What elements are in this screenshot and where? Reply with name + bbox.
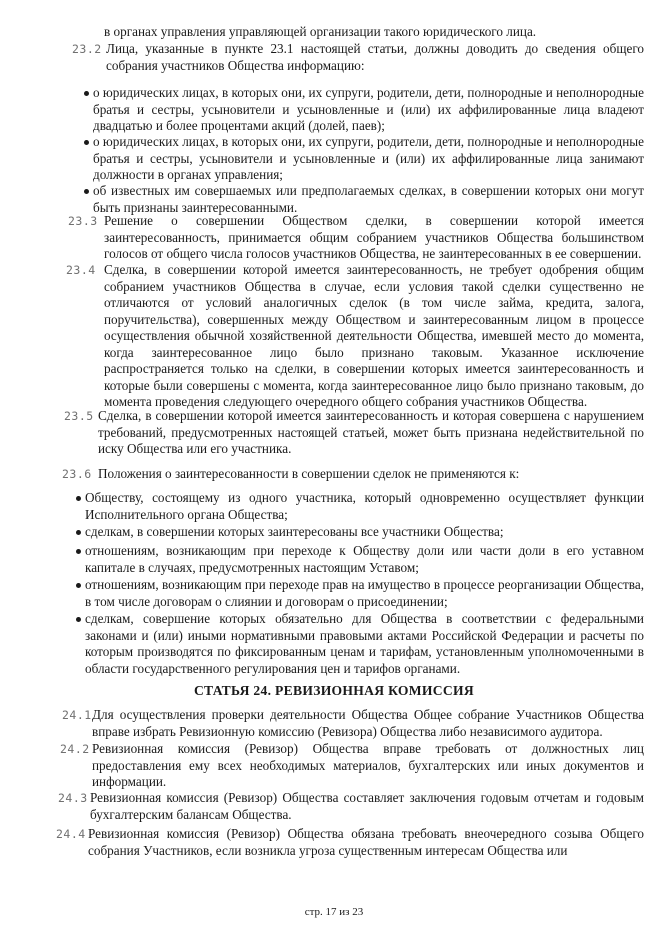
- list-item: о юридических лицах, в которых они, их супруги, родители, дети, полнородные и неполнородные братья и сестры, усыновители и усыновленные и (или) их аффилированные лица владеют двадцатью и более процентами акций (долей, паев);: [93, 85, 644, 133]
- clause-number: 23.6: [62, 467, 92, 481]
- bullet-icon: [76, 530, 81, 535]
- clause-number: 23.4: [66, 263, 96, 277]
- list-item: отношениям, возникающим при переходе прав на имущество в процессе реорганизации Общества, в том числе договорам о слиянии и договорам о присоединении;: [85, 577, 644, 609]
- bullet-icon: [76, 496, 81, 501]
- bullet-icon: [76, 617, 81, 622]
- clause-number: 24.1: [62, 708, 92, 722]
- bullet-icon: [76, 583, 81, 588]
- bullet-icon: [84, 91, 89, 96]
- paragraph-23-2: Лица, указанные в пункте 23.1 настоящей статьи, должны доводить до сведения общего собрания участников Общества информацию:: [106, 41, 644, 73]
- list-item: о юридических лицах, в которых они, их супруги, родители, дети, полнородные и неполнородные братья и сестры, усыновители и усыновленные и (или) их аффилированные лица занимают должности в органах управления;: [93, 134, 644, 182]
- paragraph-24-4: Ревизионная комиссия (Ревизор) Общества обязана требовать внеочередного созыва Общего собрания Участников, если возникла угроза существенным интересам Общества или: [88, 826, 644, 858]
- list-item: отношениям, возникающим при переходе к Обществу доли или части доли в его уставном капитале в случаях, предусмотренных настоящим Уставом;: [85, 543, 644, 575]
- list-item: об известных им совершаемых или предполагаемых сделках, в совершении которых они могут быть признаны заинтересованными.: [93, 183, 644, 215]
- paragraph-23-4: Сделка, в совершении которой имеется заинтересованность, не требует одобрения общим собранием участников Общества в случае, если условия такой сделки существенно не отличаются от условий аналогичных сделок (в том числе займа, кредита, залога, поручительства), совершенных между Обществом и заинтересованным лицом в процессе осуществления обычной хозяйственной деятельности Общества, имевшей место до момента, когда заинтересованное лицо было признано таковым. Указанное исключение распространяется только на сделки, в совершении которых имеется заинтересованность и которые были совершены с момента, когда заинтересованное лицо было признано таковым, до момента проведения следующего очередного общего собрания участников Общества.: [104, 262, 644, 409]
- paragraph-23-6: Положения о заинтересованности в совершении сделок не применяются к:: [98, 466, 520, 481]
- clause-number: 23.5: [64, 409, 94, 423]
- page-number: стр. 17 из 23: [304, 906, 364, 918]
- paragraph-23-3: Решение о совершении Обществом сделки, в совершении которой имеется заинтересованность, принимается общим собранием участников Общества большинством голосов от общего числа голосов участников Общества, не заинтересованных в ее совершении.: [104, 213, 644, 261]
- paragraph-23-5: Сделка, в совершении которой имеется заинтересованность и которая совершена с нарушением требований, предусмотренных настоящей статьей, может быть признана недействительной по иску Общества или его участника.: [98, 408, 644, 456]
- section-heading: СТАТЬЯ 24. РЕВИЗИОННАЯ КОМИССИЯ: [193, 683, 475, 698]
- clause-number: 24.3: [58, 791, 88, 805]
- bullet-icon: [84, 140, 89, 145]
- paragraph-24-1: Для осуществления проверки деятельности Общества Общее собрание Участников Общества вправе избрать Ревизионную комиссию (Ревизора) Общества либо независимого аудитора.: [92, 707, 644, 739]
- clause-number: 23.2: [72, 42, 102, 56]
- clause-number: 24.4: [56, 827, 86, 841]
- paragraph-24-3: Ревизионная комиссия (Ревизор) Общества составляет заключения годовым отчетам и годовым бухгалтерским балансам Общества.: [90, 790, 644, 822]
- bullet-icon: [84, 189, 89, 194]
- bullet-icon: [76, 549, 81, 554]
- list-item: Обществу, состоящему из одного участника, который одновременно осуществляет функции Исполнительного органа Общества;: [85, 490, 644, 522]
- paragraph-intro: в органах управления управляющей организации такого юридического лица.: [104, 24, 537, 39]
- clause-number: 23.3: [68, 214, 98, 228]
- clause-number: 24.2: [60, 742, 90, 756]
- list-item: сделкам, в совершении которых заинтересованы все участники Общества;: [85, 524, 504, 539]
- list-item: сделкам, совершение которых обязательно для Общества в соответствии с федеральными законами и (или) иными нормативными правовыми актами Российской Федерации и расчеты по которым производятся по фиксированным ценам и тарифам, установленным уполномоченными в области государственного регулирования цен и тарифов органами.: [85, 611, 644, 676]
- paragraph-24-2: Ревизионная комиссия (Ревизор) Общества вправе требовать от должностных лиц предоставления ему всех необходимых материалов, бухгалтерских или иных документов и информации.: [92, 741, 644, 789]
